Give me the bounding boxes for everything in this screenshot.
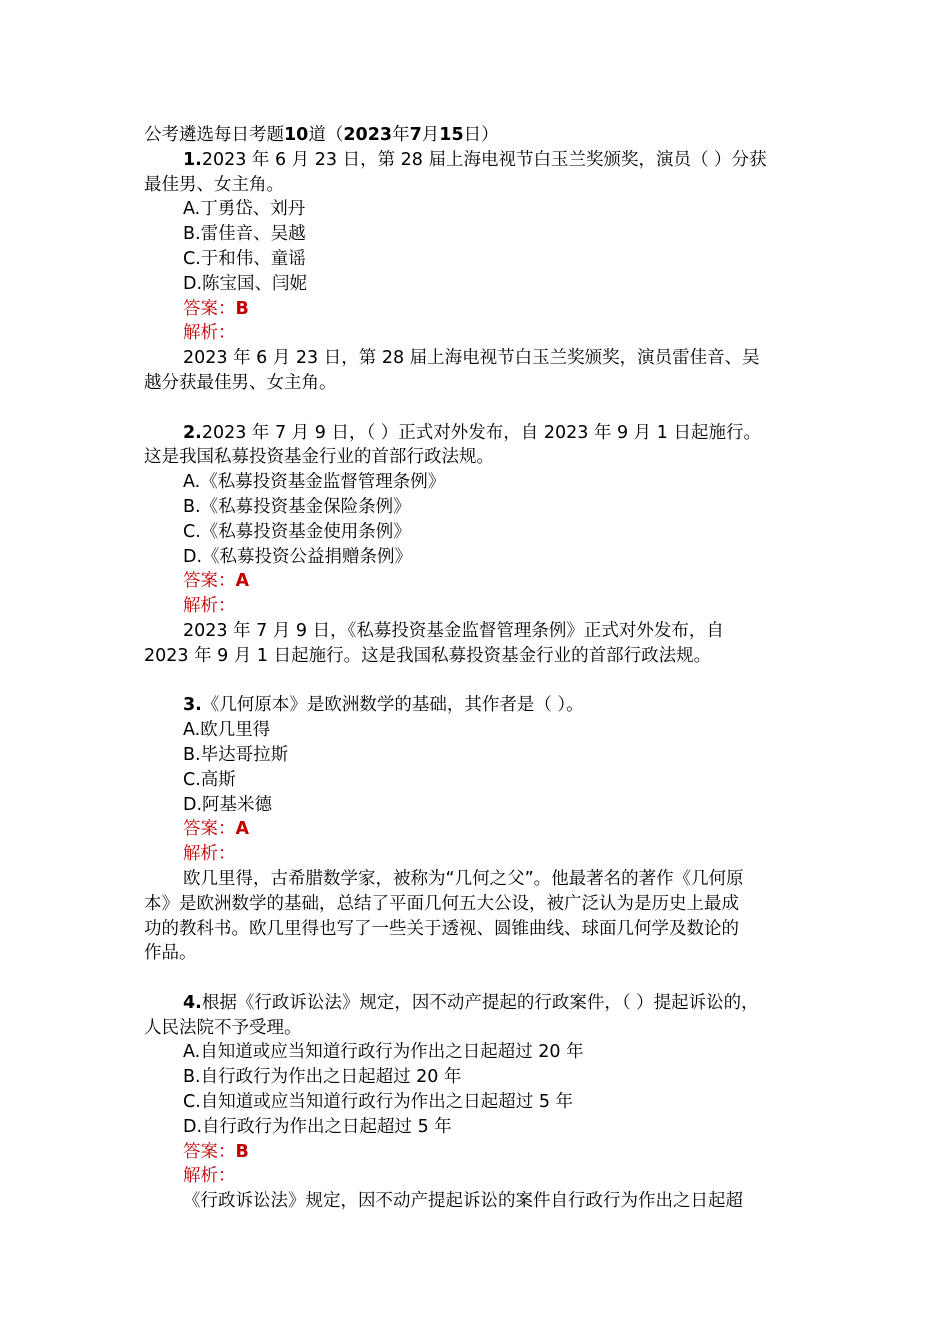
answer-line: [144, 817, 824, 842]
title-text: 月: [421, 125, 440, 145]
option-c: C.于和伟、童谣: [183, 248, 306, 269]
stem-text: 人民法院不予受理。: [144, 1017, 302, 1038]
answer-value: B: [235, 298, 249, 319]
analysis-text: 2023 年 9 月 1 日起施行。这是我国私募投资基金行业的首部行政法规。: [144, 645, 712, 666]
document-content: [144, 123, 824, 1214]
option-a: A.自知道或应当知道行政行为作出之日起超过 20 年: [183, 1042, 584, 1063]
analysis-text: 欧几里得，古希腊数学家，被称为“几何之父”。他最著名的著作《几何原: [183, 868, 744, 889]
stem-text: 这是我国私募投资基金行业的首部行政法规。: [144, 447, 494, 468]
option-b: B.雷佳音、吴越: [183, 224, 306, 245]
option-b: B.毕达哥拉斯: [183, 744, 289, 765]
analysis-text: 功的教科书。欧几里得也写了一些关于透视、圆锥曲线、球面几何学及数论的: [144, 918, 739, 939]
option-c: C.高斯: [183, 769, 236, 790]
stem-text: 《几何原本》是欧洲数学的基础，其作者是（ ）。: [201, 695, 584, 716]
stem-text: 根据《行政诉讼法》规定，因不动产提起的行政案件，（ ）提起诉讼的，: [201, 992, 759, 1013]
title-text: 年: [392, 125, 410, 145]
stem-text: 2023 年 6 月 23 日，第 28 届上海电视节白玉兰奖颁奖，演员（ ）分获: [201, 149, 767, 170]
option-c: C.自知道或应当知道行政行为作出之日起超过 5 年: [183, 1092, 574, 1113]
option-b: B.《私募投资基金保险条例》: [183, 496, 411, 517]
analysis-label: 解析：: [183, 1166, 236, 1187]
doc-title: [144, 123, 824, 148]
analysis-text: 2023 年 6 月 23 日，第 28 届上海电视节白玉兰奖颁奖，演员雷佳音、吴: [183, 348, 760, 369]
title-text: 公考遴选每日考题: [144, 125, 284, 145]
option-c: C.《私募投资基金使用条例》: [183, 521, 411, 542]
title-text: 道（: [308, 125, 344, 145]
question-stem: [144, 148, 824, 173]
option-b: B.自行政行为作出之日起超过 20 年: [183, 1067, 462, 1088]
title-month: 7: [409, 125, 422, 145]
analysis-text: 《行政诉讼法》规定，因不动产提起诉讼的案件自行政行为作出之日起超: [183, 1191, 743, 1212]
question-number: 4.: [183, 992, 202, 1013]
question-1: [144, 148, 824, 396]
answer-value: A: [235, 819, 250, 840]
option-d: D.《私募投资公益捐赠条例》: [183, 546, 413, 567]
question-3: [144, 693, 824, 966]
answer-label: 答案：: [183, 571, 236, 592]
question-number: 1.: [183, 149, 202, 170]
title-count: 10: [284, 125, 309, 145]
question-stem: [144, 693, 824, 718]
spacer: [144, 669, 824, 694]
option-d: D.阿基米德: [183, 794, 273, 815]
analysis-label: 解析：: [183, 596, 236, 617]
answer-label: 答案：: [183, 819, 236, 840]
analysis-text: 本》是欧洲数学的基础，总结了平面几何五大公设，被广泛认为是历史上最成: [144, 893, 739, 914]
option-a: A.欧几里得: [183, 720, 271, 741]
answer-label: 答案：: [183, 1141, 236, 1162]
spacer: [144, 396, 824, 421]
answer-label: 答案：: [183, 298, 236, 319]
spacer: [144, 966, 824, 991]
question-stem: [144, 421, 824, 446]
question-stem: [144, 991, 824, 1016]
answer-value: B: [235, 1141, 249, 1162]
option-a: A.《私募投资基金监督管理条例》: [183, 472, 446, 493]
analysis-label: 解析：: [183, 323, 236, 344]
question-2: [144, 421, 824, 669]
option-d: D.自行政行为作出之日起超过 5 年: [183, 1116, 452, 1137]
analysis-text: 2023 年 7 月 9 日，《私募投资基金监督管理条例》正式对外发布，自: [183, 620, 724, 641]
answer-line: [144, 1140, 824, 1165]
question-4: [144, 991, 824, 1214]
option-a: A.丁勇岱、刘丹: [183, 199, 306, 220]
answer-value: A: [235, 571, 250, 592]
title-day: 15: [439, 125, 464, 145]
title-text: 日）: [463, 125, 499, 145]
question-number: 2.: [183, 422, 202, 443]
analysis-text: 作品。: [144, 943, 197, 964]
stem-text: 2023 年 7 月 9 日，（ ）正式对外发布，自 2023 年 9 月 1 日起施行。: [201, 422, 761, 443]
option-d: D.陈宝国、闫妮: [183, 273, 308, 294]
question-number: 3.: [183, 695, 202, 716]
analysis-label: 解析：: [183, 844, 236, 865]
answer-line: [144, 569, 824, 594]
title-year: 2023: [343, 125, 393, 145]
answer-line: [144, 297, 824, 322]
stem-text: 最佳男、女主角。: [144, 174, 284, 195]
analysis-text: 越分获最佳男、女主角。: [144, 372, 337, 393]
